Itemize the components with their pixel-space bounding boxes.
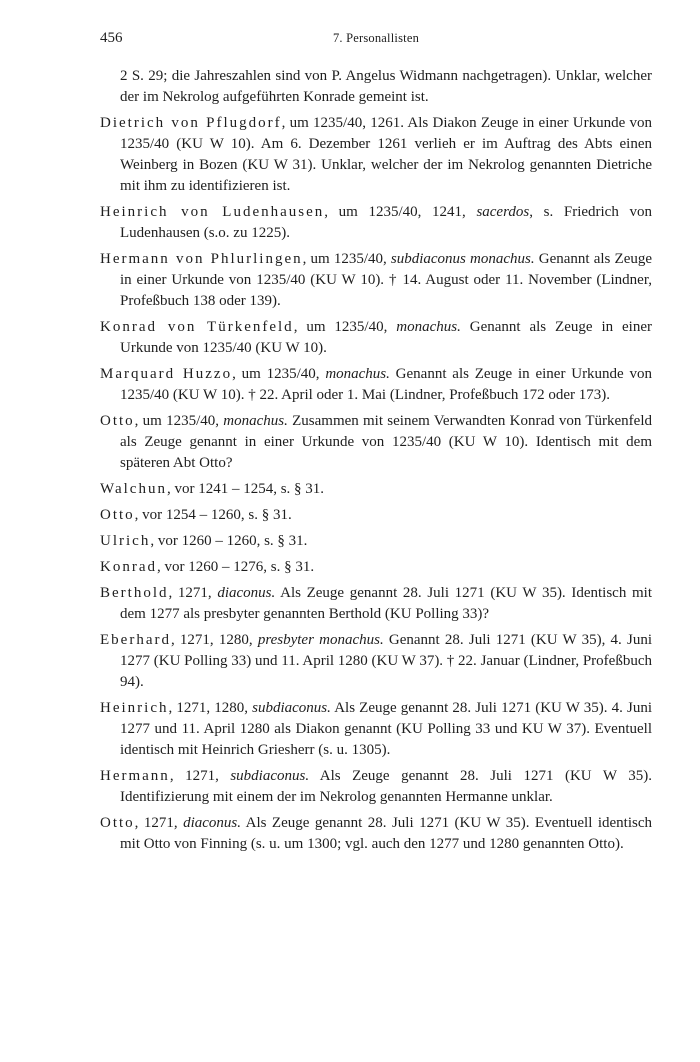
entry-role: monachus.	[325, 366, 390, 382]
entry-dates: , vor 1254 – 1260, s. § 31.	[134, 507, 292, 523]
entry-name: Walchun	[100, 481, 167, 497]
entry-text: Genannt als Zeuge in einer Urkunde von 1235/40 (KU W 10). † 22. April oder 1. Mai (Lindner, Profeßbuch 172 oder 173).	[120, 366, 653, 403]
entry-dates: , um 1235/40,	[232, 366, 326, 382]
entry-dates: , vor 1260 – 1276, s. § 31.	[157, 559, 315, 575]
entry-dates: , um 1235/40,	[293, 319, 397, 335]
entry-role: sacerdos	[476, 204, 530, 220]
entry-text: Genannt 28. Juli 1271 (KU W 35), 4. Juni 1277 (KU Polling 33) und 11. April 1280 (KU W 37). † 22. Januar (Lindner, Profeßbuch 94).	[120, 632, 653, 690]
entry-konrad-von-tuerkenfeld	[100, 317, 652, 359]
entry-dates: , 1271,	[168, 585, 218, 601]
entry-ulrich	[100, 531, 652, 552]
page-number: 456	[100, 30, 123, 46]
entry-walchun	[100, 479, 652, 500]
entry-text: Als Zeuge genannt 28. Juli 1271 (KU W 35). Identisch mit dem 1277 als presbyter genannten Berthold (KU Polling 33)?	[120, 585, 653, 622]
entry-name: Otto	[100, 413, 135, 429]
entry-otto-1271	[100, 813, 652, 855]
entry-dates: , um 1235/40,	[302, 251, 391, 267]
entry-list	[100, 66, 652, 860]
entry-text: Genannt als Zeuge in einer Urkunde von 1235/40 (KU W 10).	[120, 319, 653, 356]
entry-role: subdiaconus.	[230, 768, 310, 784]
page-header	[100, 30, 652, 52]
entry-name: Otto	[100, 507, 135, 523]
entry-text: Zusammen mit seinem Verwandten Konrad von Türkenfeld als Zeuge genannt in einer Urkunde von 1235/40 (KU W 10). Identisch mit dem späteren Abt Otto?	[120, 413, 653, 471]
entry-name: Ulrich	[100, 533, 151, 549]
entry-dates: , um 1235/40, 1241,	[324, 204, 477, 220]
continuation-text: 2 S. 29; die Jahreszahlen sind von P. Angelus Widmann nachgetragen). Unklar, welcher der im Nekrolog aufgeführten Konrade gemeint ist.	[120, 68, 652, 105]
entry-role: diaconus.	[183, 815, 241, 831]
entry-role: subdiaconus monachus.	[390, 251, 535, 267]
entry-name: Otto	[100, 815, 135, 831]
entry-konrad-1260	[100, 557, 652, 578]
entry-name: Hermann	[100, 768, 170, 784]
entry-otto-1254	[100, 505, 652, 526]
entry-dates: , vor 1260 – 1260, s. § 31.	[150, 533, 308, 549]
entry-otto-1235	[100, 411, 652, 474]
entry-name: Marquard Huzzo	[100, 366, 233, 382]
entry-role: monachus.	[223, 413, 288, 429]
entry-role: presbyter monachus.	[257, 632, 384, 648]
entry-text: Als Zeuge genannt 28. Juli 1271 (KU W 35). Identifizierung mit einem der im Nekrolog genannten Hermanne unklar.	[120, 768, 653, 805]
entry-text: Als Zeuge genannt 28. Juli 1271 (KU W 35). Eventuell identisch mit Otto von Finning (s. u. um 1300; vgl. auch den 1277 und 1280 genannten Otto).	[120, 815, 652, 852]
entry-role: diaconus.	[217, 585, 276, 601]
entry-hermann-von-phlurlingen	[100, 249, 652, 312]
entry-dates: , um 1235/40, 1261.	[281, 115, 404, 131]
entry-heinrich-von-ludenhausen	[100, 202, 652, 244]
entry-marquard-huzzo	[100, 364, 652, 406]
entry-name: Hermann von Phlurlingen	[100, 251, 303, 267]
entry-role: subdiaconus.	[252, 700, 331, 716]
entry-name: Konrad	[100, 559, 157, 575]
entry-name: Dietrich von Pflugdorf	[100, 115, 282, 131]
entry-dates: , 1271,	[134, 815, 184, 831]
running-head: 7. Personallisten	[332, 31, 420, 45]
entry-heinrich-1271	[100, 698, 652, 761]
entry-dietrich-von-pflugdorf	[100, 113, 652, 197]
entry-role: monachus.	[396, 319, 461, 335]
entry-hermann-1271	[100, 766, 652, 808]
entry-name: Berthold	[100, 585, 169, 601]
entry-dates: , um 1235/40,	[134, 413, 224, 429]
entry-dates: , 1271,	[169, 768, 231, 784]
entry-name: Heinrich	[100, 700, 169, 716]
entry-berthold	[100, 583, 652, 625]
entry-name: Konrad von Türkenfeld	[100, 319, 294, 335]
entry-name: Heinrich von Ludenhausen	[100, 204, 325, 220]
entry-dates: , 1271, 1280,	[170, 632, 258, 648]
entry-text: Genannt als Zeuge in einer Urkunde von 1235/40 (KU W 10). † 14. August oder 11. November (Lindner, Profeßbuch 138 oder 139).	[120, 251, 653, 309]
entry-text: , s. Friedrich von Ludenhausen (s.o. zu 1225).	[120, 204, 652, 241]
entry-dates: , 1271, 1280,	[168, 700, 253, 716]
entry-dates: , vor 1241 – 1254, s. § 31.	[166, 481, 325, 497]
entry-text: Als Zeuge genannt 28. Juli 1271 (KU W 35). 4. Juni 1277 und 11. April 1280 als Diakon genannt (KU Polling 33 und KU W 37). Eventuell identisch mit Heinrich Griesherr (s. u. 1305).	[120, 700, 653, 758]
entry-name: Eberhard	[100, 632, 171, 648]
entry-eberhard	[100, 630, 652, 693]
entry-text: Als Diakon Zeuge in einer Urkunde von 1235/40 (KU W 10). Am 6. Dezember 1261 verlieh er im Auftrag des Abts einen Weinberg in Bozen (KU W 31). Unklar, welcher der im Nekrolog genannten Dietriche mit ihm zu identifizieren ist.	[120, 115, 653, 194]
